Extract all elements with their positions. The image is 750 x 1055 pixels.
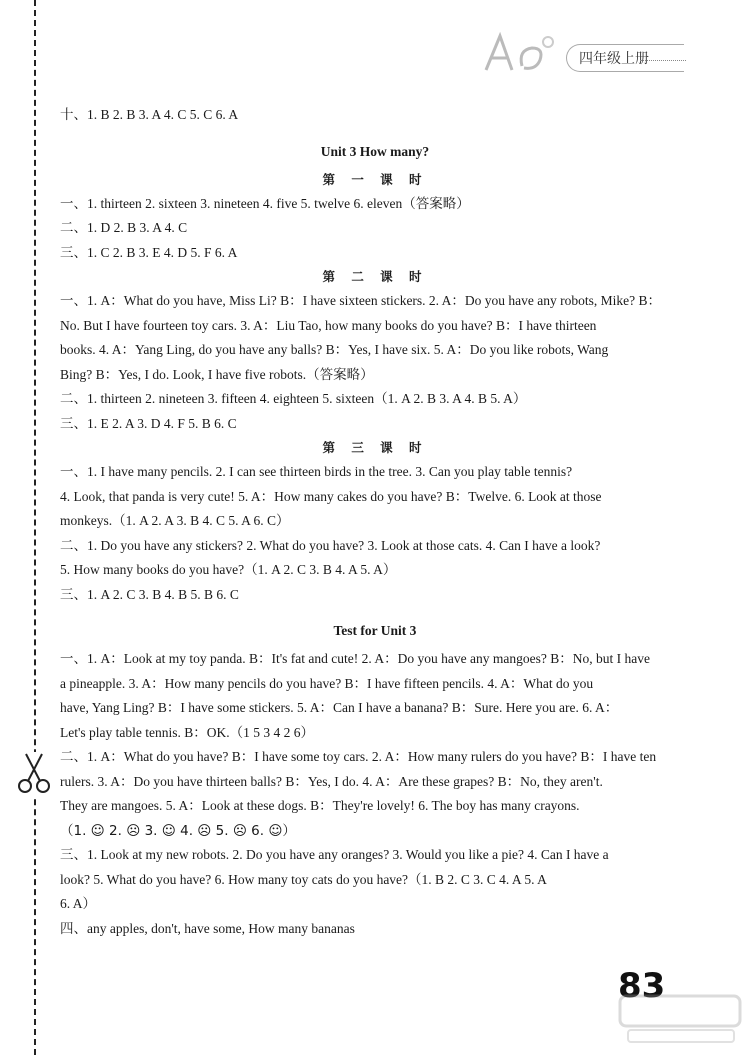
- answer-line: Bing? B：Yes, I do. Look, I have five robots.（答案略）: [60, 366, 374, 382]
- answer-line: monkeys.（1. A 2. A 3. B 4. C 5. A 6. C）: [60, 513, 290, 528]
- answer-line: 5. How many books do you have?（1. A 2. C 3. B 4. A 5. A）: [60, 562, 397, 577]
- answer-line: 二、1. D 2. B 3. A 4. C: [60, 220, 188, 235]
- header-logo-icon: [478, 30, 568, 74]
- watermark-logo-icon: [618, 992, 742, 1046]
- answer-line: No. But I have fourteen toy cars. 3. A：Liu Tao, how many books do you have? B：I have thirteen: [60, 317, 597, 333]
- answer-line: Let's play table tennis. B：OK.（1 5 3 4 2 6）: [60, 724, 315, 740]
- answer-line: 一、1. A：What do you have, Miss Li? B：I have sixteen stickers. 2. A：Do you have any robots, Mike? B：: [60, 293, 662, 308]
- answer-content: [60, 103, 690, 941]
- scissors-icon: [16, 752, 52, 796]
- grade-label: [566, 44, 684, 72]
- unit-title: Unit 3 How many?: [320, 143, 430, 159]
- grade-text: 四年级上册: [579, 51, 649, 67]
- lesson-title: 第 二 课 时: [322, 269, 428, 284]
- answer-line: 三、1. Look at my new robots. 2. Do you have any oranges? 3. Would you like a pie? 4. Can I have a: [60, 847, 609, 862]
- answer-line: 二、1. Do you have any stickers? 2. What do you have? 3. Look at those cats. 4. Can I have a look?: [60, 537, 601, 553]
- cut-line: [34, 0, 36, 1055]
- answer-line: 三、1. C 2. B 3. E 4. D 5. F 6. A: [60, 244, 238, 260]
- answer-line: books. 4. A：Yang Ling, do you have any balls? B：Yes, I have six. 5. A：Do you like robots, Wang: [60, 342, 609, 357]
- answer-line: They are mangoes. 5. A：Look at these dogs. B：They're lovely! 6. The boy has many crayons.: [60, 798, 580, 813]
- answer-line: rulers. 3. A：Do you have thirteen balls? B：Yes, I do. 4. A：Are these grapes? B：No, they aren't.: [60, 773, 603, 789]
- test-title: Test for Unit 3: [333, 623, 417, 638]
- header-divider: [640, 60, 686, 61]
- lesson-title: 第 一 课 时: [322, 171, 428, 187]
- answer-line: 一、1. A：Look at my toy panda. B：It's fat and cute! 2. A：Do you have any mangoes? B：No, but I have: [60, 651, 650, 666]
- answer-line: have, Yang Ling? B：I have some stickers. 5. A：Can I have a banana? B：Sure. Here you are. 6. A：: [60, 700, 619, 715]
- answer-line: 6. A）: [60, 896, 97, 911]
- answer-line: 三、1. E 2. A 3. D 4. F 5. B 6. C: [60, 415, 237, 431]
- answer-line: a pineapple. 3. A：How many pencils do you have? B：I have fifteen pencils. 4. A：What do you: [60, 675, 594, 691]
- answer-line: 一、1. I have many pencils. 2. I can see thirteen birds in the tree. 3. Can you play table tennis?: [60, 464, 573, 479]
- answer-line: 四、any apples, don't, have some, How many bananas: [60, 920, 355, 936]
- page-number: 83: [618, 966, 666, 1006]
- answer-line: 一、1. thirteen 2. sixteen 3. nineteen 4. five 5. twelve 6. eleven（答案略）: [60, 195, 470, 211]
- lesson-title: 第 三 课 时: [322, 440, 428, 455]
- answer-line: 三、1. A 2. C 3. B 4. B 5. B 6. C: [60, 586, 239, 602]
- answer-line: 二、1. thirteen 2. nineteen 3. fifteen 4. eighteen 5. sixteen（1. A 2. B 3. A 4. B 5. A）: [60, 391, 527, 406]
- answer-line: 二、1. A：What do you have? B：I have some toy cars. 2. A：How many rulers do you have? B：I have ten: [60, 749, 657, 764]
- answer-line: 4. Look, that panda is very cute! 5. A：How many cakes do you have? B：Twelve. 6. Look at those: [60, 488, 602, 504]
- face-answers: （1. ☺ 2. ☹ 3. ☺ 4. ☹ 5. ☹ 6. ☺）: [60, 822, 296, 839]
- answer-line: look? 5. What do you have? 6. How many toy cats do you have?（1. B 2. C 3. C 4. A 5. A: [60, 871, 547, 887]
- answer-line: 十、1. B 2. B 3. A 4. C 5. C 6. A: [60, 107, 239, 122]
